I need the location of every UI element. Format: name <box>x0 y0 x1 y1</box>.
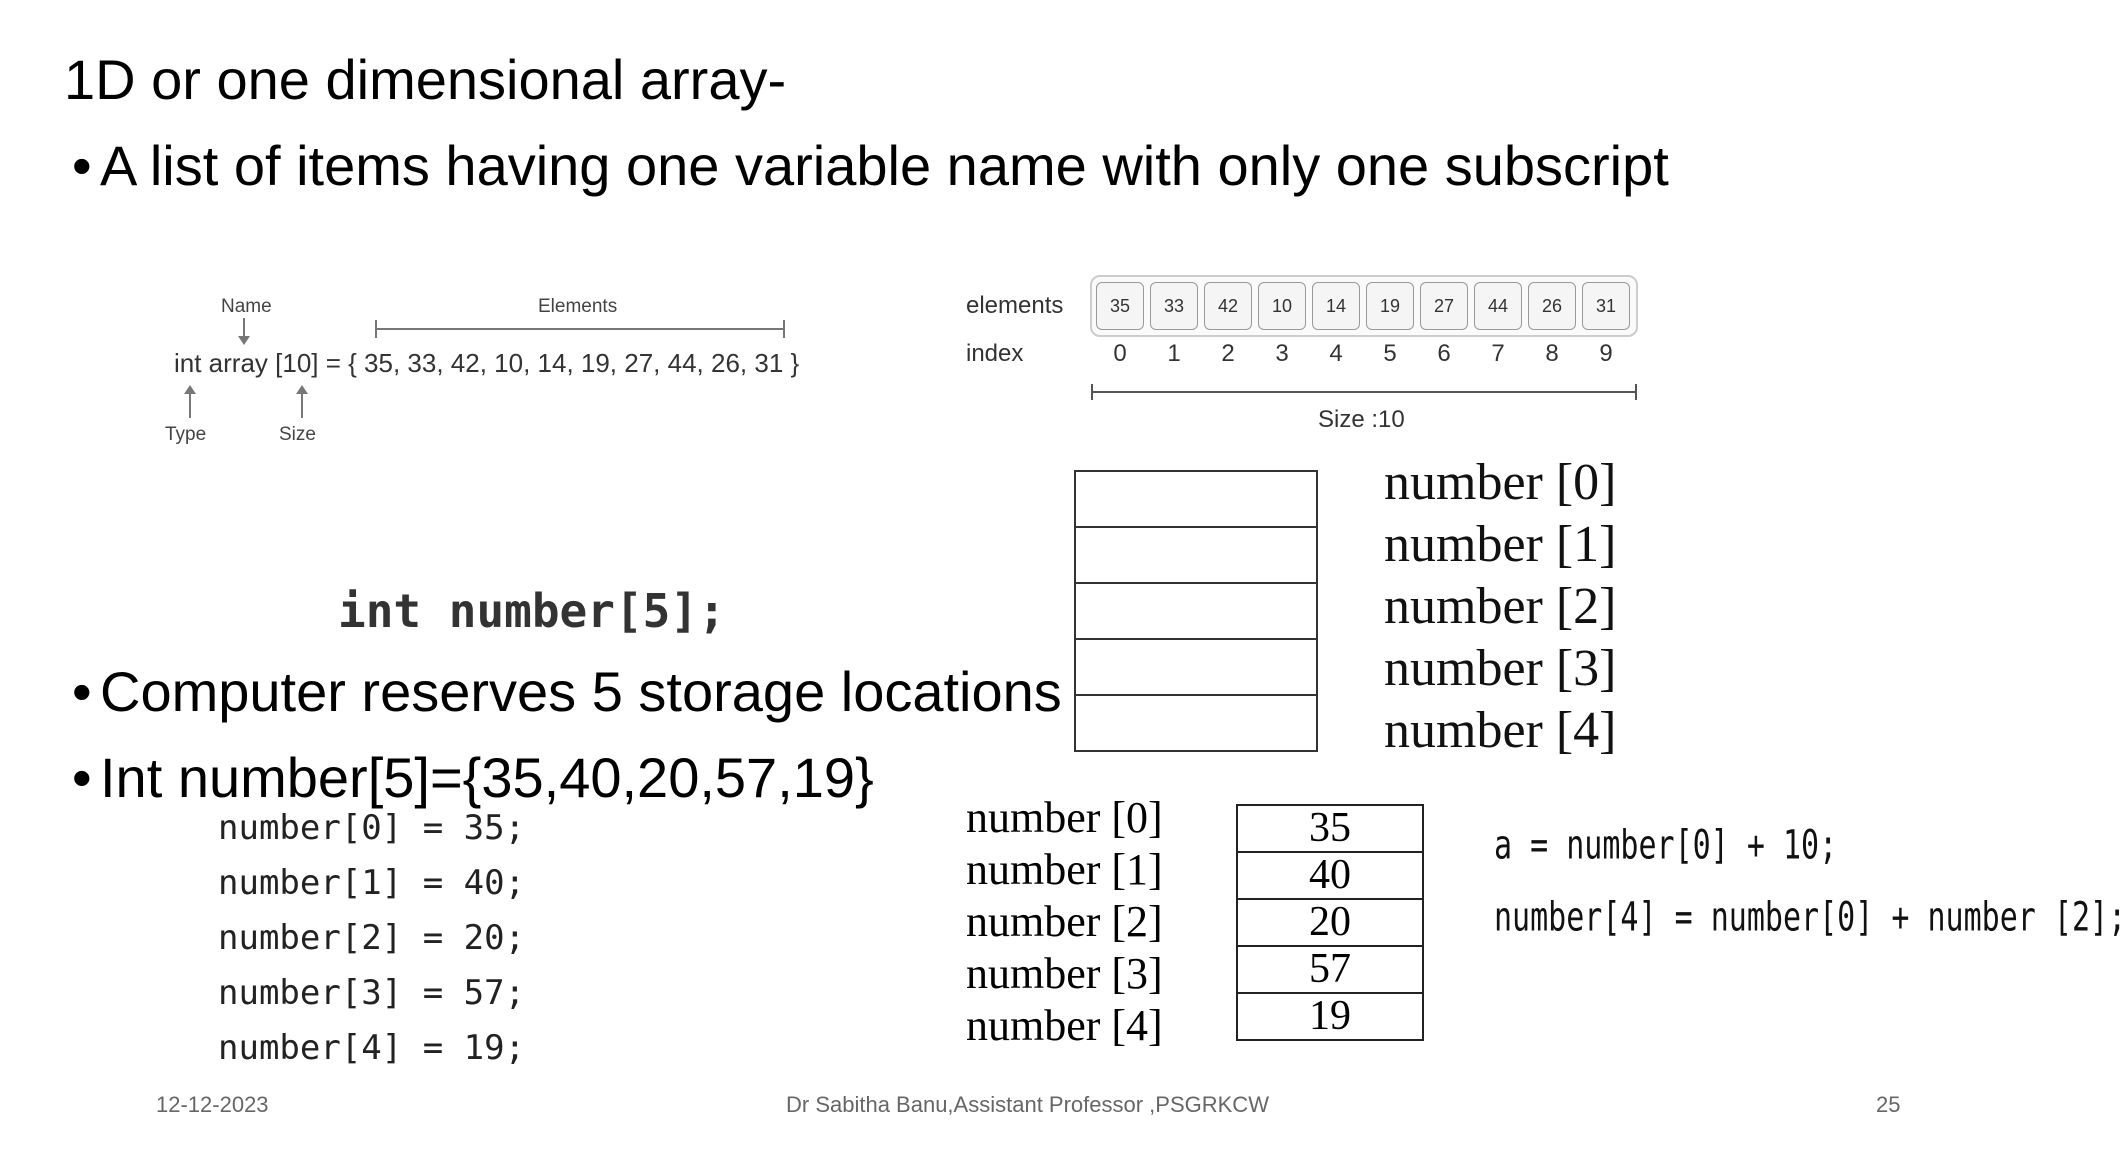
elements-row-label: elements <box>966 292 1064 319</box>
expression-line: number[4] = number[0] + number [2]; <box>1494 894 2126 942</box>
bullet-dot: • <box>72 134 92 197</box>
footer-author: Dr Sabitha Banu,Assistant Professor ,PSGRKCW <box>786 1092 1269 1117</box>
value-cell: 19 <box>1236 992 1424 1041</box>
storage-label: number [1] <box>1384 516 1617 573</box>
element-box: 44 <box>1474 282 1522 330</box>
storage-cell <box>1074 582 1318 640</box>
expression-line: a = number[0] + 10; <box>1494 822 1838 870</box>
index-row-label: index <box>966 340 1024 367</box>
bullet-storage <box>72 658 1062 726</box>
index-label: 0 <box>1113 340 1127 367</box>
bullet-text: A list of items having one variable name with only one subscript <box>100 134 1669 197</box>
elements-label: Elements <box>538 296 618 317</box>
element-box: 27 <box>1420 282 1468 330</box>
storage-cell <box>1074 638 1318 696</box>
index-label: 1 <box>1167 340 1181 367</box>
footer-page-number: 25 <box>1876 1092 1901 1117</box>
name-label: Name <box>221 296 272 317</box>
index-label: 2 <box>1221 340 1235 367</box>
element-box: 42 <box>1204 282 1252 330</box>
element-box: 31 <box>1582 282 1630 330</box>
storage-cell <box>1074 470 1318 528</box>
assignment-line: number[3] = 57; <box>218 973 526 1013</box>
assignment-line: number[2] = 20; <box>218 918 526 958</box>
index-label: 8 <box>1545 340 1559 367</box>
name-arrow-icon <box>236 318 252 346</box>
element-box: 14 <box>1312 282 1360 330</box>
assignment-line: number[4] = 19; <box>218 1028 526 1068</box>
element-box: 19 <box>1366 282 1414 330</box>
element-box: 26 <box>1528 282 1576 330</box>
storage-cell <box>1074 526 1318 584</box>
value-cell: 20 <box>1236 898 1424 947</box>
value-label: number [4] <box>966 1001 1163 1050</box>
slide-title: 1D or one dimensional array- <box>64 48 787 111</box>
element-box: 10 <box>1258 282 1306 330</box>
storage-cell <box>1074 694 1318 752</box>
bullet-definition <box>72 132 1669 200</box>
size-caption: Size :10 <box>1318 406 1405 433</box>
bullet-text: Int number[5]={35,40,20,57,19} <box>100 746 874 809</box>
bullet-dot: • <box>72 746 92 809</box>
bullet-initialization <box>72 744 874 812</box>
index-label: 9 <box>1599 340 1613 367</box>
bullet-dot: • <box>72 660 92 723</box>
size-bracket-icon <box>1090 382 1638 402</box>
index-label: 7 <box>1491 340 1505 367</box>
value-cell: 40 <box>1236 851 1424 900</box>
element-box: 35 <box>1096 282 1144 330</box>
value-label: number [0] <box>966 793 1163 842</box>
type-label: Type <box>165 424 207 445</box>
storage-label: number [3] <box>1384 640 1617 697</box>
value-label: number [2] <box>966 897 1163 946</box>
element-box: 33 <box>1150 282 1198 330</box>
value-label: number [3] <box>966 949 1163 998</box>
storage-label: number [0] <box>1384 454 1617 511</box>
type-arrow-icon <box>182 384 198 420</box>
declaration-code: int number[5]; <box>338 584 726 638</box>
index-label: 5 <box>1383 340 1397 367</box>
size-arrow-icon <box>294 384 310 420</box>
storage-label: number [4] <box>1384 702 1617 759</box>
storage-label: number [2] <box>1384 578 1617 635</box>
bullet-text: Computer reserves 5 storage locations <box>100 660 1062 723</box>
index-label: 4 <box>1329 340 1343 367</box>
size-label: Size <box>279 424 316 445</box>
assignment-line: number[0] = 35; <box>218 808 526 848</box>
assignment-line: number[1] = 40; <box>218 863 526 903</box>
index-label: 6 <box>1437 340 1451 367</box>
array-declaration-text: int array [10] = { 35, 33, 42, 10, 14, 19, 27, 44, 26, 31 } <box>174 348 800 378</box>
elements-bracket-icon <box>374 318 786 340</box>
value-cell: 57 <box>1236 945 1424 994</box>
value-label: number [1] <box>966 845 1163 894</box>
value-cell: 35 <box>1236 804 1424 853</box>
index-label: 3 <box>1275 340 1289 367</box>
footer-date: 12-12-2023 <box>156 1092 269 1117</box>
